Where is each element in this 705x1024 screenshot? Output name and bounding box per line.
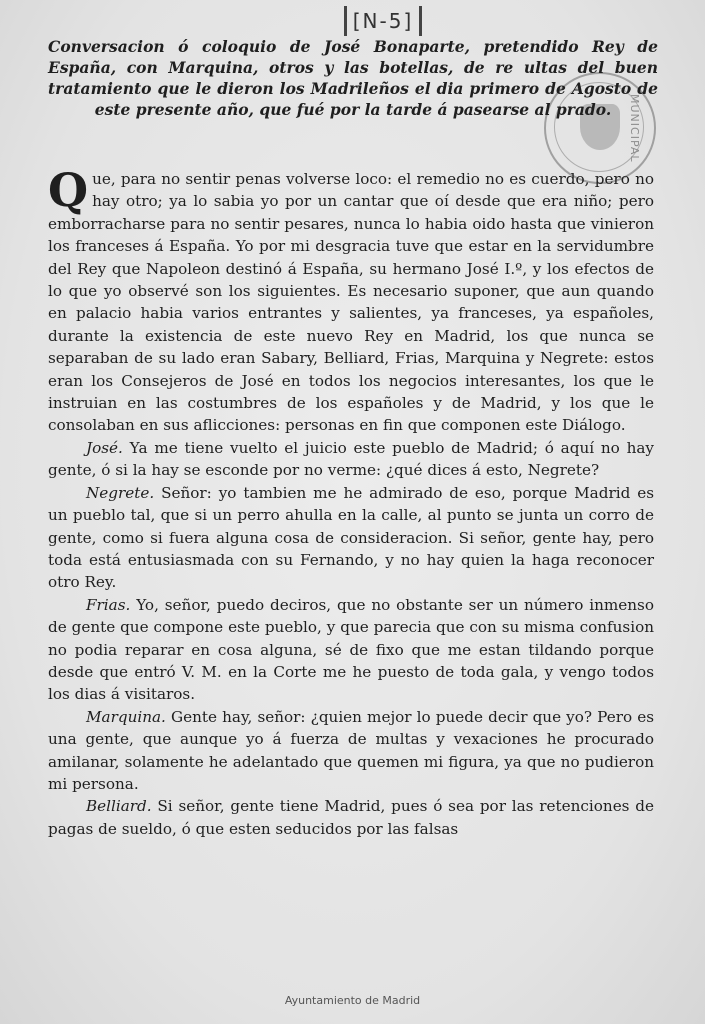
dialogue-line — [48, 482, 654, 594]
footer-attribution: Ayuntamiento de Madrid — [284, 994, 421, 1007]
stamp-text: MUNICIPAL — [628, 94, 641, 163]
speaker-name: Negrete. — [86, 483, 155, 502]
dialogue-text: Si señor, gente tiene Madrid, pues ó sea por las retenciones de pagas de sueldo, ó que esten seducidos por las falsas — [48, 797, 654, 838]
document-title: Conversacion ó coloquio de José Bonaparte, pretendido Rey de España, con Marquina, otros y las botellas, de re ultas del buen tratamiento que le dieron los Madrileños el dia primero de Agosto de este presente año, que fué por la tarde á pasearse al prado. — [48, 37, 658, 119]
dialogue-line — [48, 437, 654, 482]
dialogue-line — [48, 594, 654, 706]
speaker-name: Belliard. — [86, 797, 152, 816]
speaker-name: José. — [86, 438, 123, 457]
dialogue-line — [48, 795, 654, 840]
document-body — [48, 163, 655, 840]
speaker-name: Frias. — [86, 595, 131, 614]
intro-text: ue, para no sentir penas volverse loco: el remedio no es cuerdo, pero no hay otro; ya lo sabia yo por un cantar que oí desde que era niño; pero emborracharse para no sentir pesares, nunca lo habia oido hasta que vinieron los franceses á España. Yo por mi desgracia tuve que estar en la servidumbre del Rey que Napoleon destinó á España, su hermano José I.º, y los efectos de lo que yo observé son los siguientes. Es necesario suponer, que aun quando en palacio habia varios entrantes y salientes, ya franceses, ya españoles, durante la existencia de este nuevo Rey en Madrid, los que nunca se separaban de su lado eran Sabary, Belliard, Frias, Marquina y Negrete: estos eran los Consejeros de José en todos los negocios interesantes, los que le instruian en las costumbres de los españoles y de Madrid, y los que le consolaban en sus aflicciones: personas en fin que componen este Diálogo. — [48, 170, 654, 435]
drop-cap: Q — [48, 163, 89, 217]
dialogue-text: Gente hay, señor: ¿quien mejor lo puede decir que yo? Pero es una gente, que aunque yo á fuerza de multas y vexaciones he procurado amilanar, solamente he adelantado que quemen mi figura, ya que no pudieron mi persona. — [48, 707, 654, 793]
intro-paragraph — [48, 163, 654, 437]
dialogue-text: Yo, señor, puedo deciros, que no obstante ser un número inmenso de gente que compone este pueblo, y que parecia que con su misma confusion no podia reparar en cosa alguna, sé de fixo que me estan tildando porque desde que entró V. M. en la Corte me he puesto de toda gala, y vengo todos los dias á visitaros. — [48, 595, 654, 704]
dialogue-text: Señor: yo tambien me he admirado de eso, porque Madrid es un pueblo tal, que si un perro ahulla en la calle, al punto se junta un corro de gente, como si fuera alguna cosa de consideracion. Si señor, gente hay, pero toda está entusiasmada con su Fernando, y no hay quien la haga reconocer otro Rey. — [48, 483, 654, 592]
dialogue-line — [48, 706, 654, 796]
speaker-name: Marquina. — [86, 707, 166, 726]
dialogue-text: Ya me tiene vuelto el juicio este pueblo de Madrid; ó aquí no hay gente, ó si la hay se esconde por no verme: ¿qué dices á esto, Negrete? — [48, 438, 655, 480]
shelfmark-label: [N-5] — [344, 6, 422, 36]
